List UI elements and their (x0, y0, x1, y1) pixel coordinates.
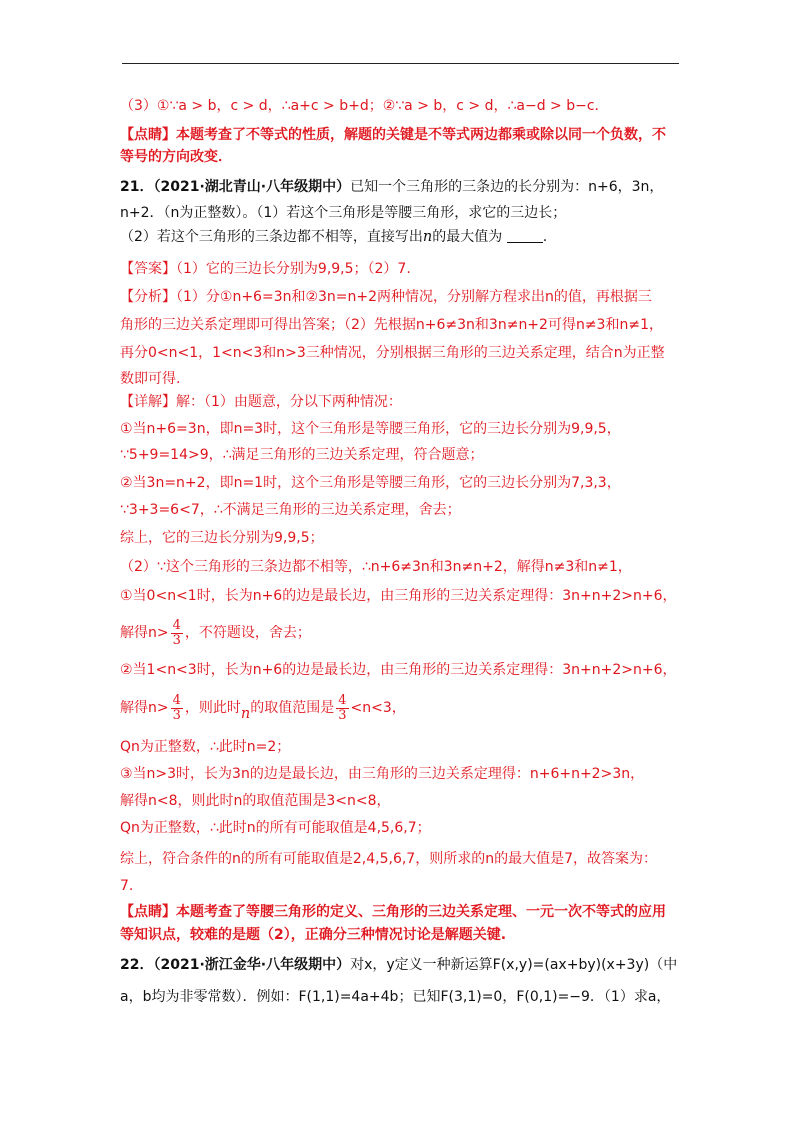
question-22-source: 22．（2021·浙江金华·八年级期中） (120, 957, 351, 973)
prev-key-point-line2: 等号的方向改变． (120, 149, 232, 165)
question-22-line2: a，b均为非零常数）．例如：F(1,1)=4a+4b；已知F(3,1)=0，F(0,1)=−9．（1）求a， (120, 989, 671, 1005)
solution-case2: ②当3n=n+2，即n=1时，这个三角形是等腰三角形，它的三边长分别为7,3,3， (120, 475, 621, 491)
analysis-line1: 【分析】（1）分①n+6=3n和②3n=n+2两种情况，分别解方程求出n的值，再根据三 (120, 289, 652, 305)
solution-range2-result: 解得n> $\frac{4}{3}$ ，则此时n的取值范围是 $\frac{4}{3}$ <n<3， (120, 692, 406, 723)
answer-blank (507, 228, 543, 243)
question-22-line1 (120, 955, 677, 975)
solution-conclusion: 综上，符合条件的n的所有可能取值是2,4,5,6,7，则所求的n的最大值是7，故答案为： (120, 851, 657, 867)
solution-part2-intro: （2）∵这个三角形的三条边都不相等，∴n+6≠3n和3n≠n+2，解得n≠3和n≠1， (120, 559, 632, 575)
fraction-four-thirds: $\frac{4}{3}$ (172, 692, 181, 723)
question-21-source: 21．（2021·湖北青山·八年级期中） (120, 179, 351, 195)
solution-range3: ③当n>3时，长为3n的边是最长边，由三角形的三边关系定理得：n+6+n+2>3n， (120, 766, 645, 782)
question-22-stem: 对x，y定义一种新运算F(x,y)=(ax+by)(x+3y)（中 (350, 957, 678, 973)
solution-range2: ②当1<n<3时，长为n+6的边是最长边，由三角形的三边关系定理得：3n+n+2>n+6， (120, 662, 677, 678)
variable-n: n (422, 229, 433, 245)
solution-range1-result: 解得n> $\frac{4}{3}$ ，不符题设，舍去； (120, 617, 311, 648)
prev-key-point-line1: 【点睛】本题考查了不等式的性质，解题的关键是不等式两边都乘或除以同一个负数，不 (120, 127, 666, 143)
solution-part1-summary: 综上，它的三边长分别为9,9,5； (120, 530, 324, 546)
analysis-line4: 数即可得. (120, 371, 181, 387)
fraction-four-thirds: $\frac{4}{3}$ (338, 692, 347, 723)
question-21-line1 (120, 177, 663, 197)
question-21-part2-text: （2）若这个三角形的三条边都不相等，直接写出 (120, 229, 423, 245)
question-21-part2-tail: 的最大值为 (432, 229, 503, 245)
solution-intro: 【详解】解：（1）由题意，分以下两种情况： (120, 394, 402, 410)
answer-line: 【答案】（1）它的三边长分别为9,9,5；（2）7. (120, 261, 411, 277)
prev-answer-part3: （3）①∵a > b，c > d，∴a+c > b+d；②∵a > b，c > d，∴a−d > b−c． (120, 98, 609, 114)
solution-range3-integer: Qn为正整数，∴此时n的所有可能取值是4,5,6,7； (120, 820, 431, 836)
solution-conclusion-answer: 7. (120, 878, 134, 894)
solution-case2-check: ∵3+3=6<7，∴不满足三角形的三边关系定理，舍去； (120, 502, 461, 518)
analysis-line2: 角形的三边关系定理即可得出答案；（2）先根据n+6≠3n和3n≠n+2可得n≠3和n≠1， (120, 317, 663, 333)
question-21-line2: n+2．（n为正整数）。（1）若这个三角形是等腰三角形，求它的三边长； (120, 205, 567, 221)
solution-range3-result: 解得n<8，则此时n的取值范围是3<n<8， (120, 793, 391, 809)
solution-case1: ①当n+6=3n，即n=3时，这个三角形是等腰三角形，它的三边长分别为9,9,5， (120, 421, 621, 437)
question-21-part2: （2）若这个三角形的三条边都不相等，直接写出n的最大值为 . (120, 229, 548, 245)
analysis-line3: 再分0<n<1，1<n<3和n>3三种情况，分别根据三角形的三边关系定理，结合n为正整 (120, 345, 665, 361)
header-rule (122, 63, 679, 64)
solution-range1: ①当0<n<1时，长为n+6的边是最长边，由三角形的三边关系定理得：3n+n+2>n+6， (120, 588, 677, 604)
solution-case1-check: ∵5+9=14>9，∴满足三角形的三边关系定理，符合题意； (120, 447, 484, 463)
fraction-four-thirds: $\frac{4}{3}$ (172, 617, 181, 648)
question-21-stem: 已知一个三角形的三条边的长分别为：n+6，3n， (350, 179, 664, 195)
key-point-line2: 等知识点，较难的是题（2），正确分三种情况讨论是解题关键. (120, 927, 507, 943)
solution-range2-integer: Qn为正整数，∴此时n=2； (120, 739, 291, 755)
key-point-line1: 【点睛】本题考查了等腰三角形的定义、三角形的三边关系定理、一元一次不等式的应用 (120, 904, 666, 920)
